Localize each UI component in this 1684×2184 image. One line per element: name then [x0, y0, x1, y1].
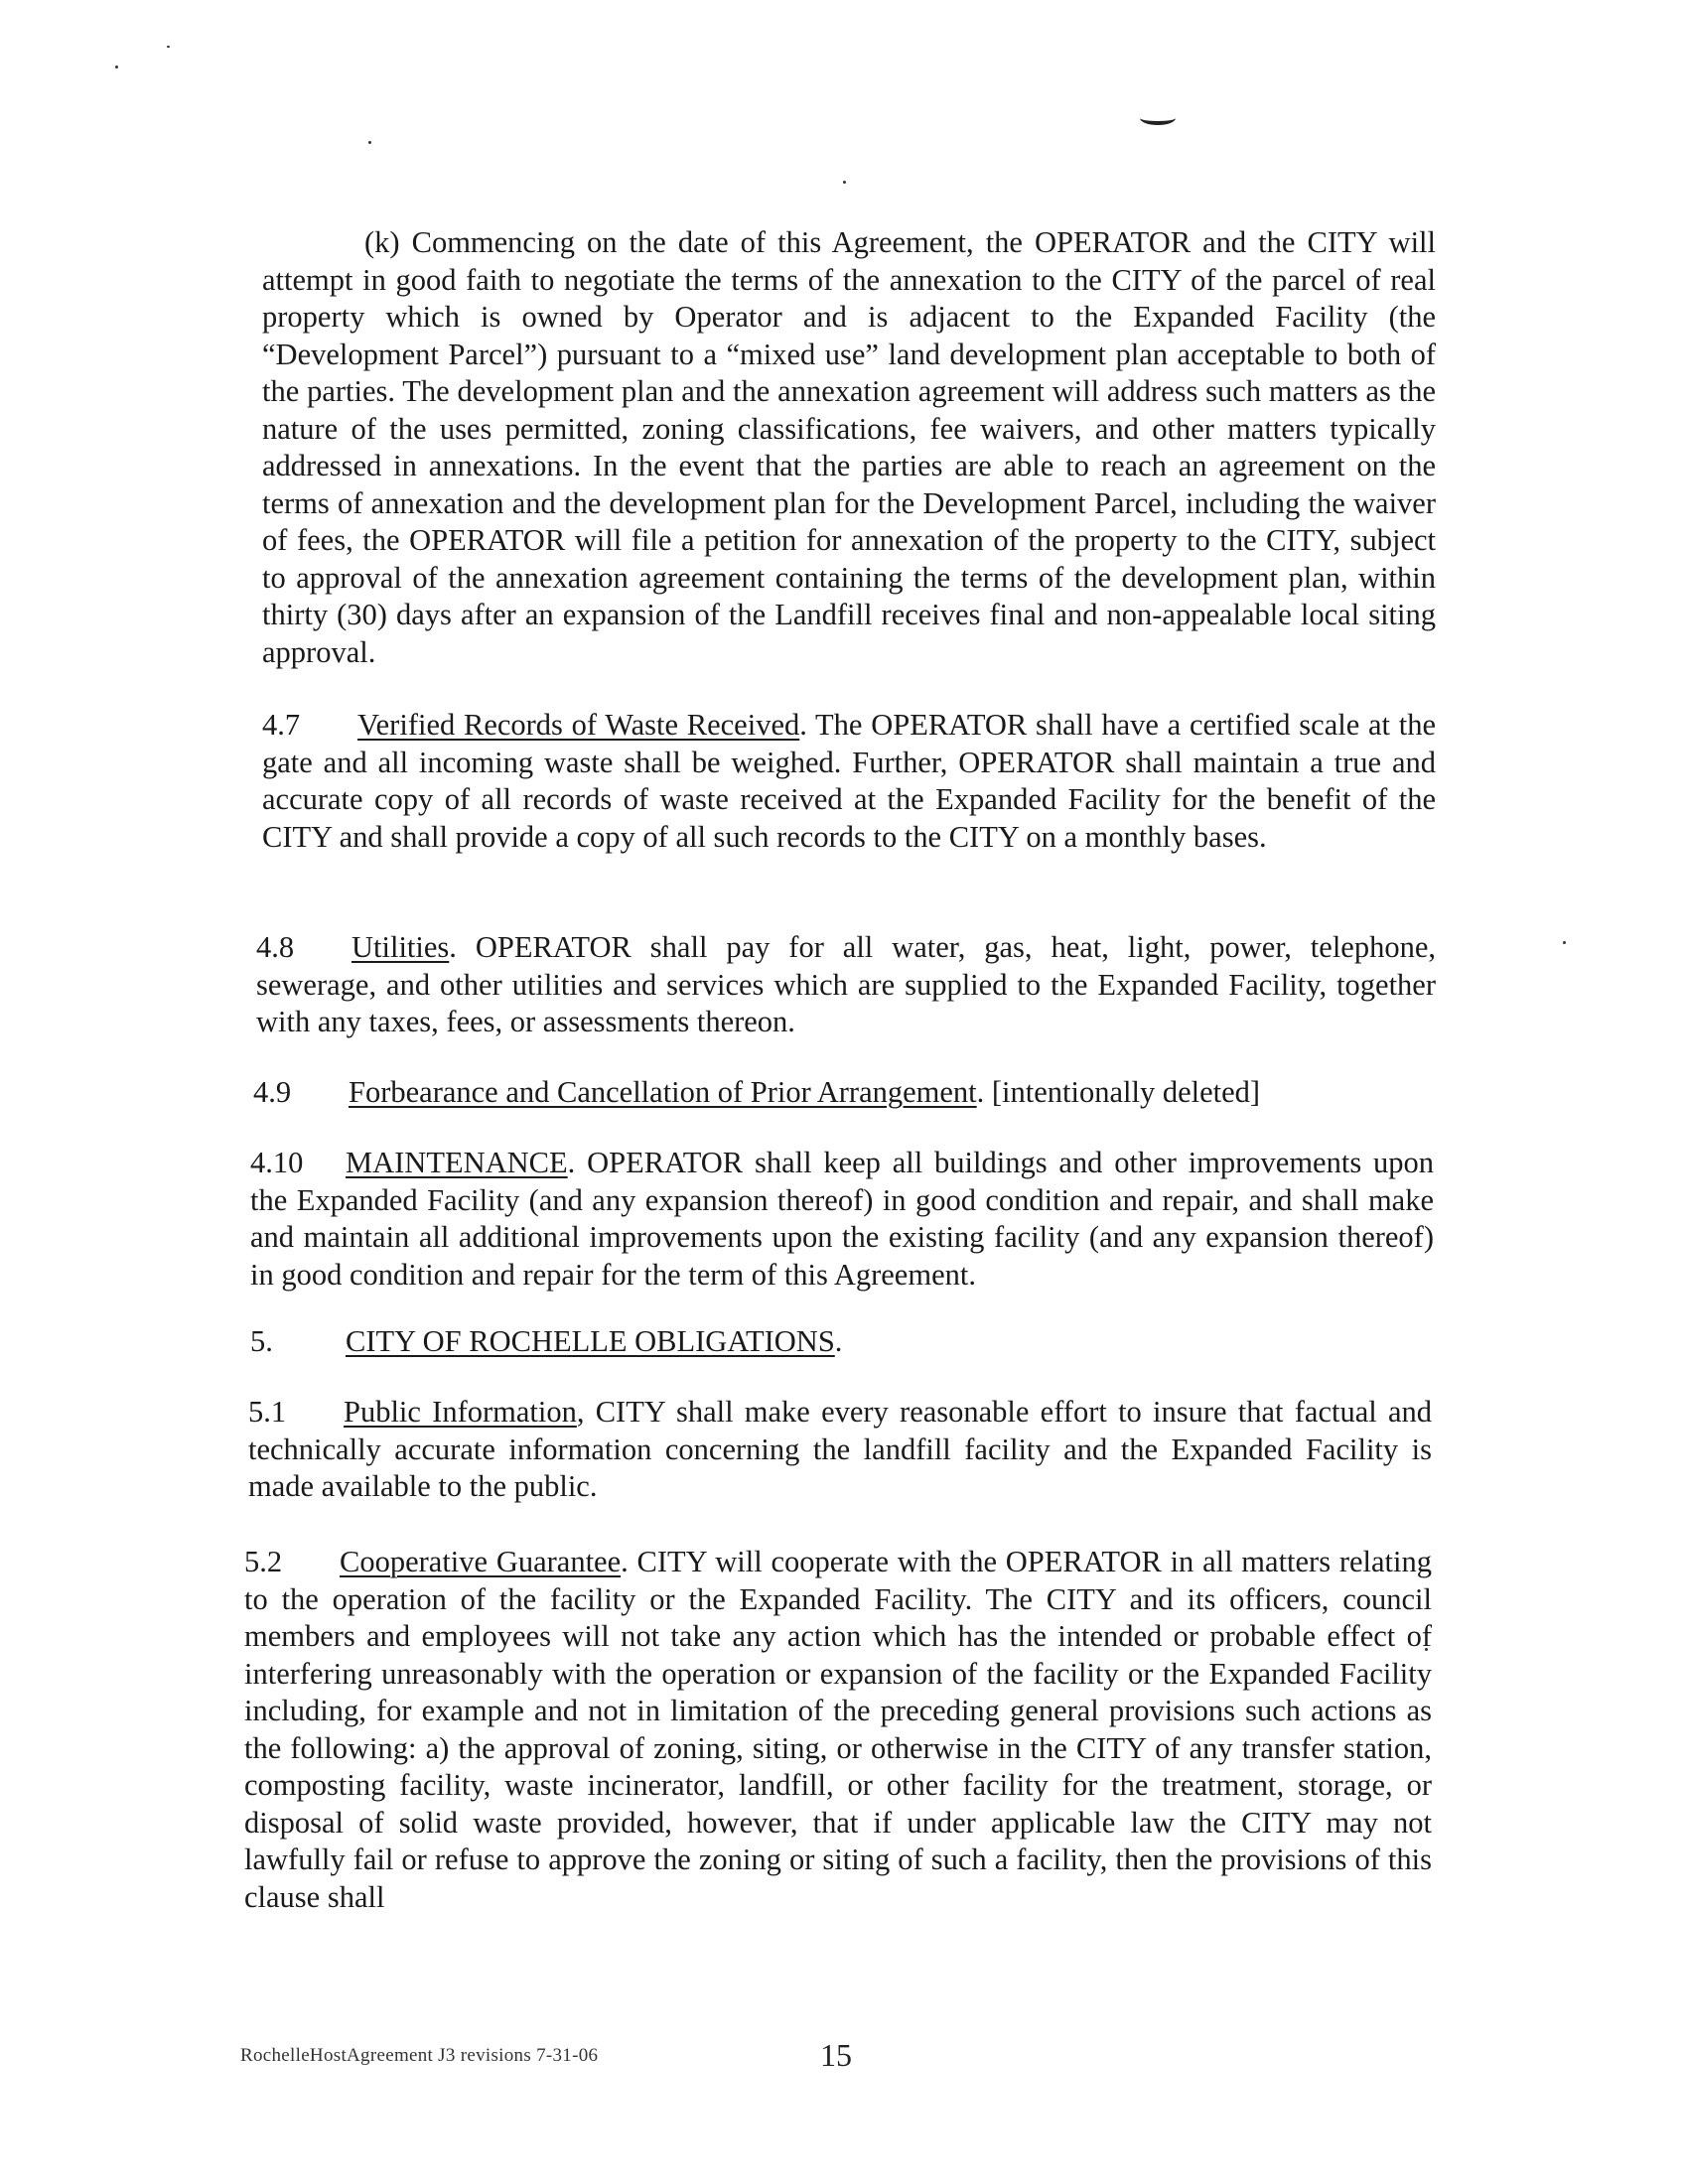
section-body: . OPERATOR shall pay for all water, gas, heat, light, power, telephone, sewerage, and other utilities and services which are supplied to the Expanded Facility, together with any taxes, fees, or assessments thereon.	[256, 930, 1436, 1038]
section-number: 5.	[250, 1324, 273, 1358]
section-title: MAINTENANCE	[346, 1146, 568, 1179]
section-5	[250, 1323, 1432, 1361]
section-4-8	[256, 929, 1436, 1041]
scan-speck	[1563, 941, 1566, 944]
section-title: CITY OF ROCHELLE OBLIGATIONS	[346, 1324, 835, 1358]
paragraph-k-text: (k) Commencing on the date of this Agreement, the OPERATOR and the CITY will attempt in good faith to negotiate the terms of the annexation to the CITY of the parcel of real property which is owned by Operator and is adjacent to the Expanded Facility (the “Development Parcel”) pursuant to a “mixed use” land development plan acceptable to both of the parties. The development plan and the annexation agreement will address such matters as the nature of the uses permitted, zoning classifications, fee waivers, and other matters typically addressed in annexations. In the event that the parties are able to reach an agreement on the terms of annexation and the development plan for the Development Parcel, including the waiver of fees, the OPERATOR will file a petition for annexation of the property to the CITY, subject to approval of the annexation agreement containing the terms of the development plan, within thirty (30) days after an expansion of the Landfill receives final and non-appealable local siting approval.	[262, 225, 1436, 669]
section-body: . OPERATOR shall keep all buildings and other improvements upon the Expanded Facility (and any expansion thereof) in good condition and repair, and shall make and maintain all additional improvements upon the existing facility (and any expansion thereof) in good condition and repair for the term of this Agreement.	[250, 1146, 1434, 1292]
scan-speck	[115, 66, 118, 68]
section-body: . CITY will cooperate with the OPERATOR in all matters relating to the operation of the facility or the Expanded Facility. The CITY and its officers, council members and employees will not take any action which has the intended or probable effect of interfering unreasonably with the operation or expansion of the facility or the Expanded Facility including, for example and not in limitation of the preceding general provisions such actions as the following: a) the approval of zoning, siting, or otherwise in the CITY of any transfer station, composting facility, waste incinerator, landfill, or other facility for the treatment, storage, or disposal of solid waste provided, however, that if under applicable law the CITY may not lawfully fail or refuse to approve the zoning or siting of such a facility, then the provisions of this clause shall	[244, 1545, 1432, 1914]
section-title: Verified Records of Waste Received	[357, 708, 800, 742]
section-body: . The OPERATOR shall have a certified scale at the gate and all incoming waste shall be weighed. Further, OPERATOR shall maintain a true and accurate copy of all records of waste received at the Expanded Facility for the benefit of the CITY and shall provide a copy of all such records to the CITY on a monthly bases.	[262, 708, 1436, 854]
section-number: 4.9	[253, 1075, 292, 1109]
scan-artifact-mark	[1140, 111, 1176, 125]
section-body: .	[834, 1324, 843, 1358]
paragraph-k	[262, 224, 1436, 671]
section-number: 4.10	[250, 1146, 304, 1179]
section-number: 4.8	[256, 930, 295, 964]
scan-speck	[167, 46, 170, 48]
scan-speck	[368, 141, 371, 144]
page-number: 15	[820, 2037, 852, 2073]
section-5-2	[244, 1544, 1432, 1916]
section-title: Cooperative Guarantee	[340, 1545, 622, 1578]
section-number: 5.1	[248, 1395, 287, 1429]
section-4-10	[250, 1145, 1434, 1294]
section-number: 4.7	[262, 708, 301, 742]
section-number: 5.2	[244, 1545, 283, 1578]
section-body: , CITY shall make every reasonable effort to insure that factual and technically accurate information concerning the landfill facility and the Expanded Facility is made available to the public.	[248, 1395, 1432, 1503]
section-4-7	[262, 707, 1436, 856]
section-title: Public Information	[344, 1395, 577, 1429]
scan-speck	[843, 181, 846, 184]
section-title: Utilities	[351, 930, 450, 964]
section-body: . [intentionally deleted]	[976, 1075, 1261, 1109]
section-4-9	[253, 1074, 1435, 1112]
footer-file-label: RochelleHostAgreement J3 revisions 7-31-06	[240, 2045, 599, 2066]
section-title: Forbearance and Cancellation of Prior Arrangement	[349, 1075, 977, 1109]
section-5-1	[248, 1394, 1432, 1506]
